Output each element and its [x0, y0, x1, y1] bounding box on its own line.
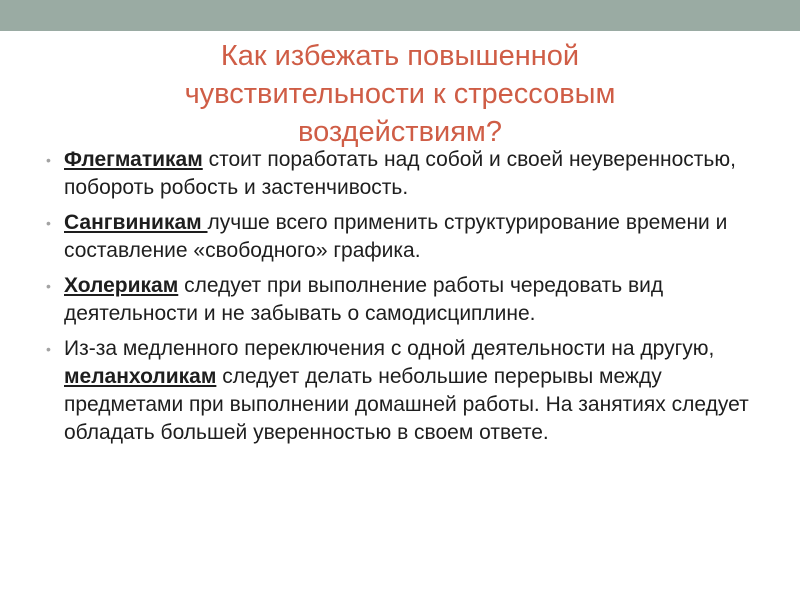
bullet-dot-icon: • [46, 152, 51, 168]
bullet-item-phlegmatic [44, 146, 760, 202]
bullet-text: следует при выполнение работы чередовать вид деятельности и не забывать о самодисциплине. [64, 274, 664, 325]
slide-title: Как избежать повышенной чувствительности к стрессовым воздействиям? [184, 40, 616, 148]
bullet-item-choleric [44, 272, 760, 328]
bullet-keyword: Флегматикам [64, 148, 203, 171]
bullet-keyword: Сангвиникам [64, 211, 208, 234]
bullet-dot-icon: • [46, 215, 51, 231]
bullet-keyword: меланхоликам [64, 365, 217, 388]
bullet-item-melancholic [44, 335, 760, 447]
bullet-text: стоит поработать над собой и своей неуверенностью, побороть робость и застенчивость. [64, 148, 736, 199]
bullet-text: следует делать небольшие перерывы между предметами при выполнении домашней работы. На занятиях следует обладать большей уверенностью в своем ответе. [64, 365, 749, 444]
bullet-list [44, 146, 760, 454]
bullet-lead: Из-за медленного переключения с одной деятельности на другую, [64, 337, 715, 360]
bullet-keyword: Холерикам [64, 274, 179, 297]
top-color-band [0, 0, 800, 31]
bullet-item-sanguine [44, 209, 760, 265]
bullet-dot-icon: • [46, 341, 51, 357]
bullet-dot-icon: • [46, 278, 51, 294]
bullet-text: лучше всего применить структурирование времени и составление «свободного» графика. [64, 211, 728, 262]
